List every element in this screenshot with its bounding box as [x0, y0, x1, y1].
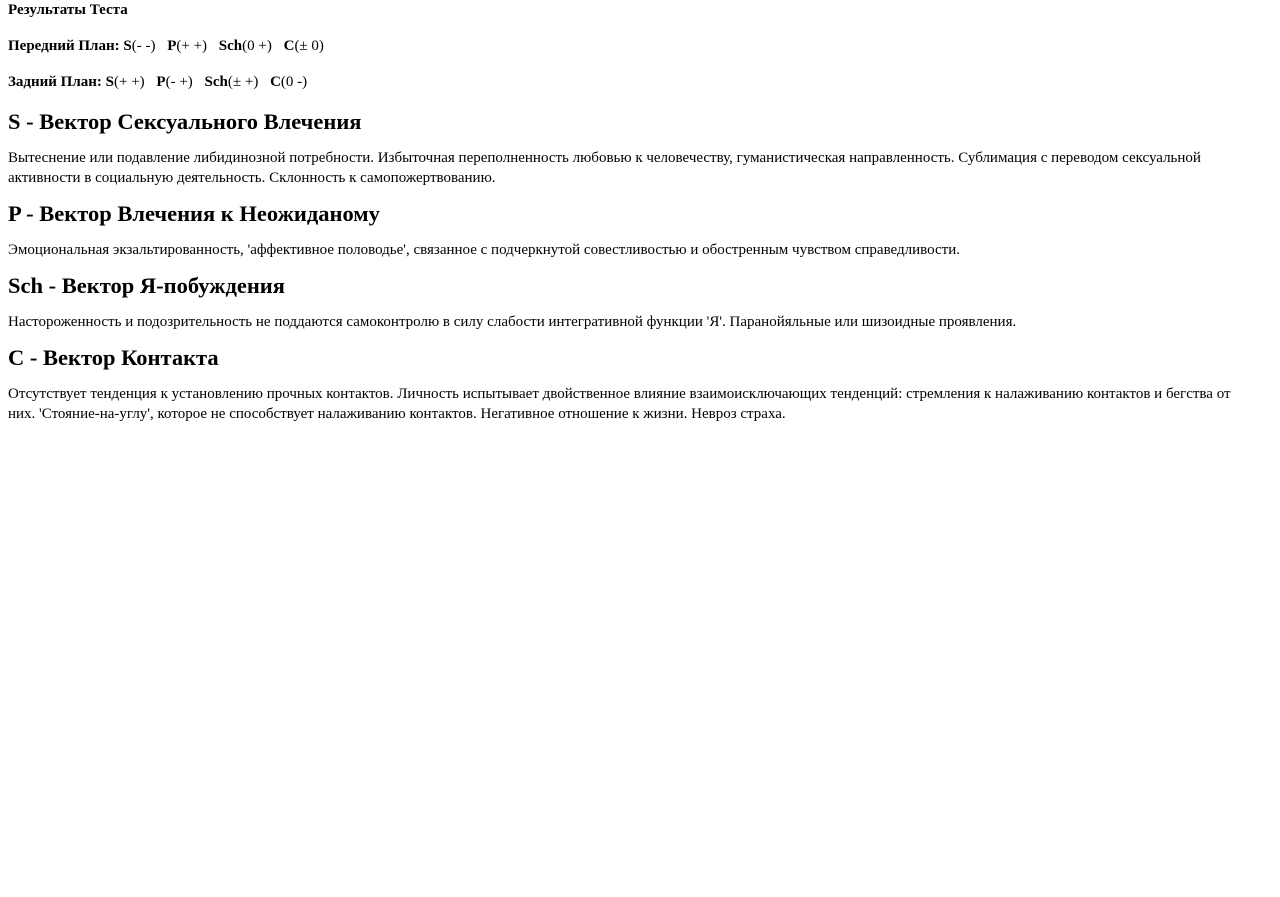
section-heading-p: P - Вектор Влечения к Неожиданому — [8, 201, 380, 226]
section-heading-s: S - Вектор Сексуального Влечения — [8, 109, 362, 134]
back-vector-c: C(0 -) — [270, 74, 308, 90]
front-plan-label: Передний План: — [8, 38, 120, 54]
front-vector-c: C(± 0) — [283, 38, 324, 54]
back-plan-label: Задний План: — [8, 74, 102, 90]
section-text-c: Отсутствует тенденция к установлению прочных контактов. Личность испытывает двойственное влияние взаимоисключающих тенденций: стремления к налаживанию контактов и бегства от них. 'Стояние-на-углу', которое не способствует налаживанию контактов. Негативное отношение к жизни. Невроз страха. — [8, 386, 1231, 422]
section-text-s: Вытеснение или подавление либидинозной потребности. Избыточная переполненность любовью к человечеству, гуманистическая направленность. Сублимация с переводом сексуальной активности в социальную деятельность. Склонность к самопожертвованию. — [8, 150, 1201, 186]
front-vector-s: S(- -) — [123, 38, 156, 54]
section-text-sch: Настороженность и подозрительность не поддаются самоконтролю в силу слабости интегративной функции 'Я'. Паранойяльные или шизоидные проявления. — [8, 314, 1017, 330]
front-plan-line — [8, 36, 324, 56]
front-vector-p: P(+ +) — [167, 38, 208, 54]
back-plan-line — [8, 72, 307, 92]
section-text-p: Эмоциональная экзальтированность, 'аффективное половодье', связанное с подчеркнутой совестливостью и обостренным чувством справедливости. — [8, 242, 961, 258]
back-vector-s: S(+ +) — [105, 74, 145, 90]
section-heading-sch: Sch - Вектор Я-побуждения — [8, 273, 285, 298]
back-vector-sch: Sch(± +) — [204, 74, 259, 90]
section-heading-c: C - Вектор Контакта — [8, 345, 219, 370]
back-vector-p: P(- +) — [156, 74, 193, 90]
front-vector-sch: Sch(0 +) — [218, 38, 272, 54]
page-title: Результаты Теста — [8, 2, 128, 18]
